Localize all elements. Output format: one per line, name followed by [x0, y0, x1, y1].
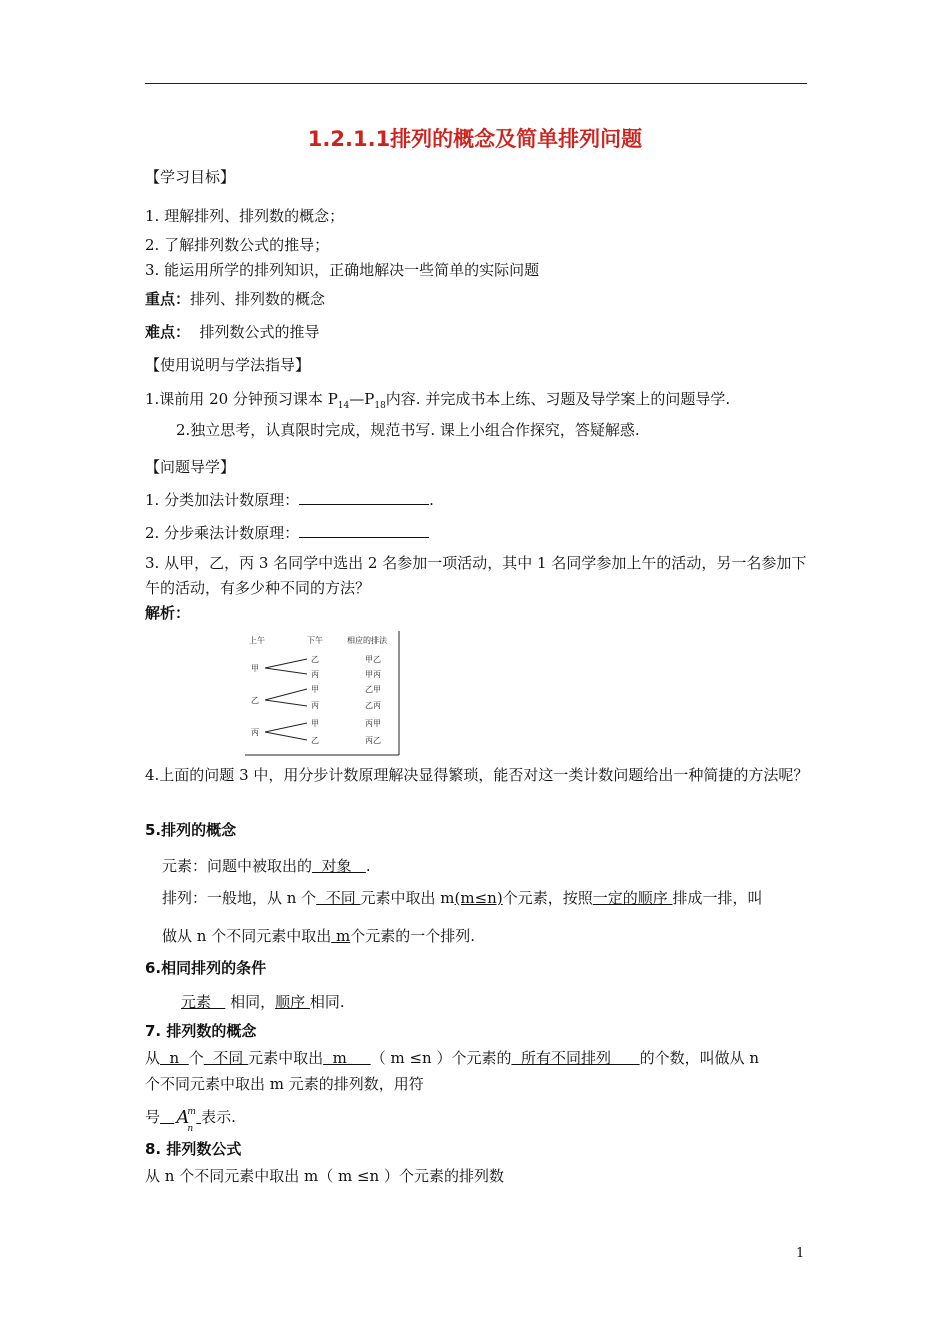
difficult-point [145, 322, 320, 342]
section-5-title: 5.排列的概念 [145, 821, 237, 839]
section-questions-heading: 【问题导学】 [145, 458, 236, 476]
diagram-result-2: 甲丙 [365, 670, 381, 679]
permutation-number-definition-cont: 个不同元素中取出 m 元素的排列数，用符 [145, 1075, 424, 1093]
diagram-pm-4: 丙 [311, 701, 319, 710]
section-6-title: 6.相同排列的条件 [145, 959, 267, 977]
page-number: 1 [796, 1246, 805, 1261]
key-text: 排列、排列数的概念 [190, 290, 326, 308]
permutation-formula-intro: 从 n 个不同元素中取出 m（ m ≤n ）个元素的排列数 [145, 1167, 504, 1185]
usage-item-2: 2.独立思考，认真限时完成，规范书写. 课上小组合作探究，答疑解惑. [176, 421, 640, 439]
goal-item-1: 1. 理解排列、排列数的概念； [145, 207, 345, 225]
diagram-result-5: 丙甲 [365, 719, 381, 728]
difficult-text: 排列数公式的推导 [190, 323, 320, 341]
section-goals-heading: 【学习目标】 [145, 168, 236, 186]
difficult-label: 难点： [145, 323, 191, 341]
page-title: 1.2.1.1排列的概念及简单排列问题 [307, 127, 643, 151]
permutation-number-definition: 从 n 个 不同 元素中取出 m （ m ≤n ）个元素的 所有不同排列 的个数，叫做从 n [145, 1049, 760, 1067]
key-label: 重点： [145, 290, 191, 308]
usage-item-1: 1.课前用 20 分钟预习课本 $P_{14}—P_{18}$内容. 并完成书本上练、习题及导学案上的问题导学. [145, 390, 731, 411]
diagram-am-1: 甲 [251, 664, 259, 673]
goal-item-2: 2. 了解排列数公式的推导； [145, 236, 330, 254]
diagram-am-3: 丙 [251, 728, 259, 737]
question-1: 1. 分类加法计数原理： . [145, 491, 434, 509]
question-4: 4.上面的问题 3 中，用分步计数原理解决显得繁琐，能否对这一类计数问题给出一种简捷的方法呢？ [145, 766, 809, 784]
goal-item-3: 3. 能运用所学的排列知识，正确地解决一些简单的实际问题 [145, 261, 540, 279]
permutation-definition: 排列：一般地，从 n 个 不同 元素中取出 m(m≤n)个元素，按照一定的顺序 排成一排，叫 [162, 889, 763, 907]
question-2: 2. 分步乘法计数原理： [145, 523, 429, 543]
key-point [145, 289, 325, 309]
analysis-label: 解析： [145, 604, 191, 622]
header-rule [145, 83, 807, 84]
diagram-pm-2: 丙 [311, 670, 319, 679]
section-7-title: 7. 排列数的概念 [145, 1022, 257, 1040]
diagram-pm-3: 甲 [311, 685, 319, 694]
permutation-definition-cont: 做从 n 个不同元素中取出 m个元素的一个排列. [162, 927, 475, 945]
element-definition: 元素：问题中被取出的 对象 . [162, 857, 371, 875]
diagram-header-pm: 下午 [307, 636, 323, 645]
answer-blank-1[interactable] [299, 490, 429, 505]
answer-blank-2[interactable] [299, 523, 429, 538]
diagram-pm-1: 乙 [311, 655, 319, 664]
same-permutation-condition: 元素 相同，顺序 相同. [181, 993, 345, 1011]
diagram-result-1: 甲乙 [365, 655, 381, 664]
permutation-symbol-line: 号 A m n 表示. [145, 1107, 236, 1134]
tree-diagram [243, 629, 403, 757]
section-8-title: 8. 排列数公式 [145, 1140, 242, 1158]
question-3: 3. 从甲，乙，丙 3 名同学中选出 2 名参加一项活动，其中 1 名同学参加上午的活动，另一名参加下午的活动，有多少种不同的方法？ [145, 554, 807, 597]
section-usage-heading: 【使用说明与学法指导】 [145, 356, 311, 374]
diagram-am-2: 乙 [251, 696, 259, 705]
diagram-header-result: 相应的排法 [347, 636, 387, 645]
diagram-pm-6: 乙 [311, 736, 319, 745]
diagram-header-am: 上午 [249, 636, 265, 645]
diagram-result-6: 丙乙 [365, 736, 381, 745]
permutation-symbol: A m n [176, 1107, 196, 1134]
diagram-pm-5: 甲 [311, 719, 319, 728]
diagram-result-4: 乙丙 [365, 701, 381, 710]
diagram-result-3: 乙甲 [365, 685, 381, 694]
